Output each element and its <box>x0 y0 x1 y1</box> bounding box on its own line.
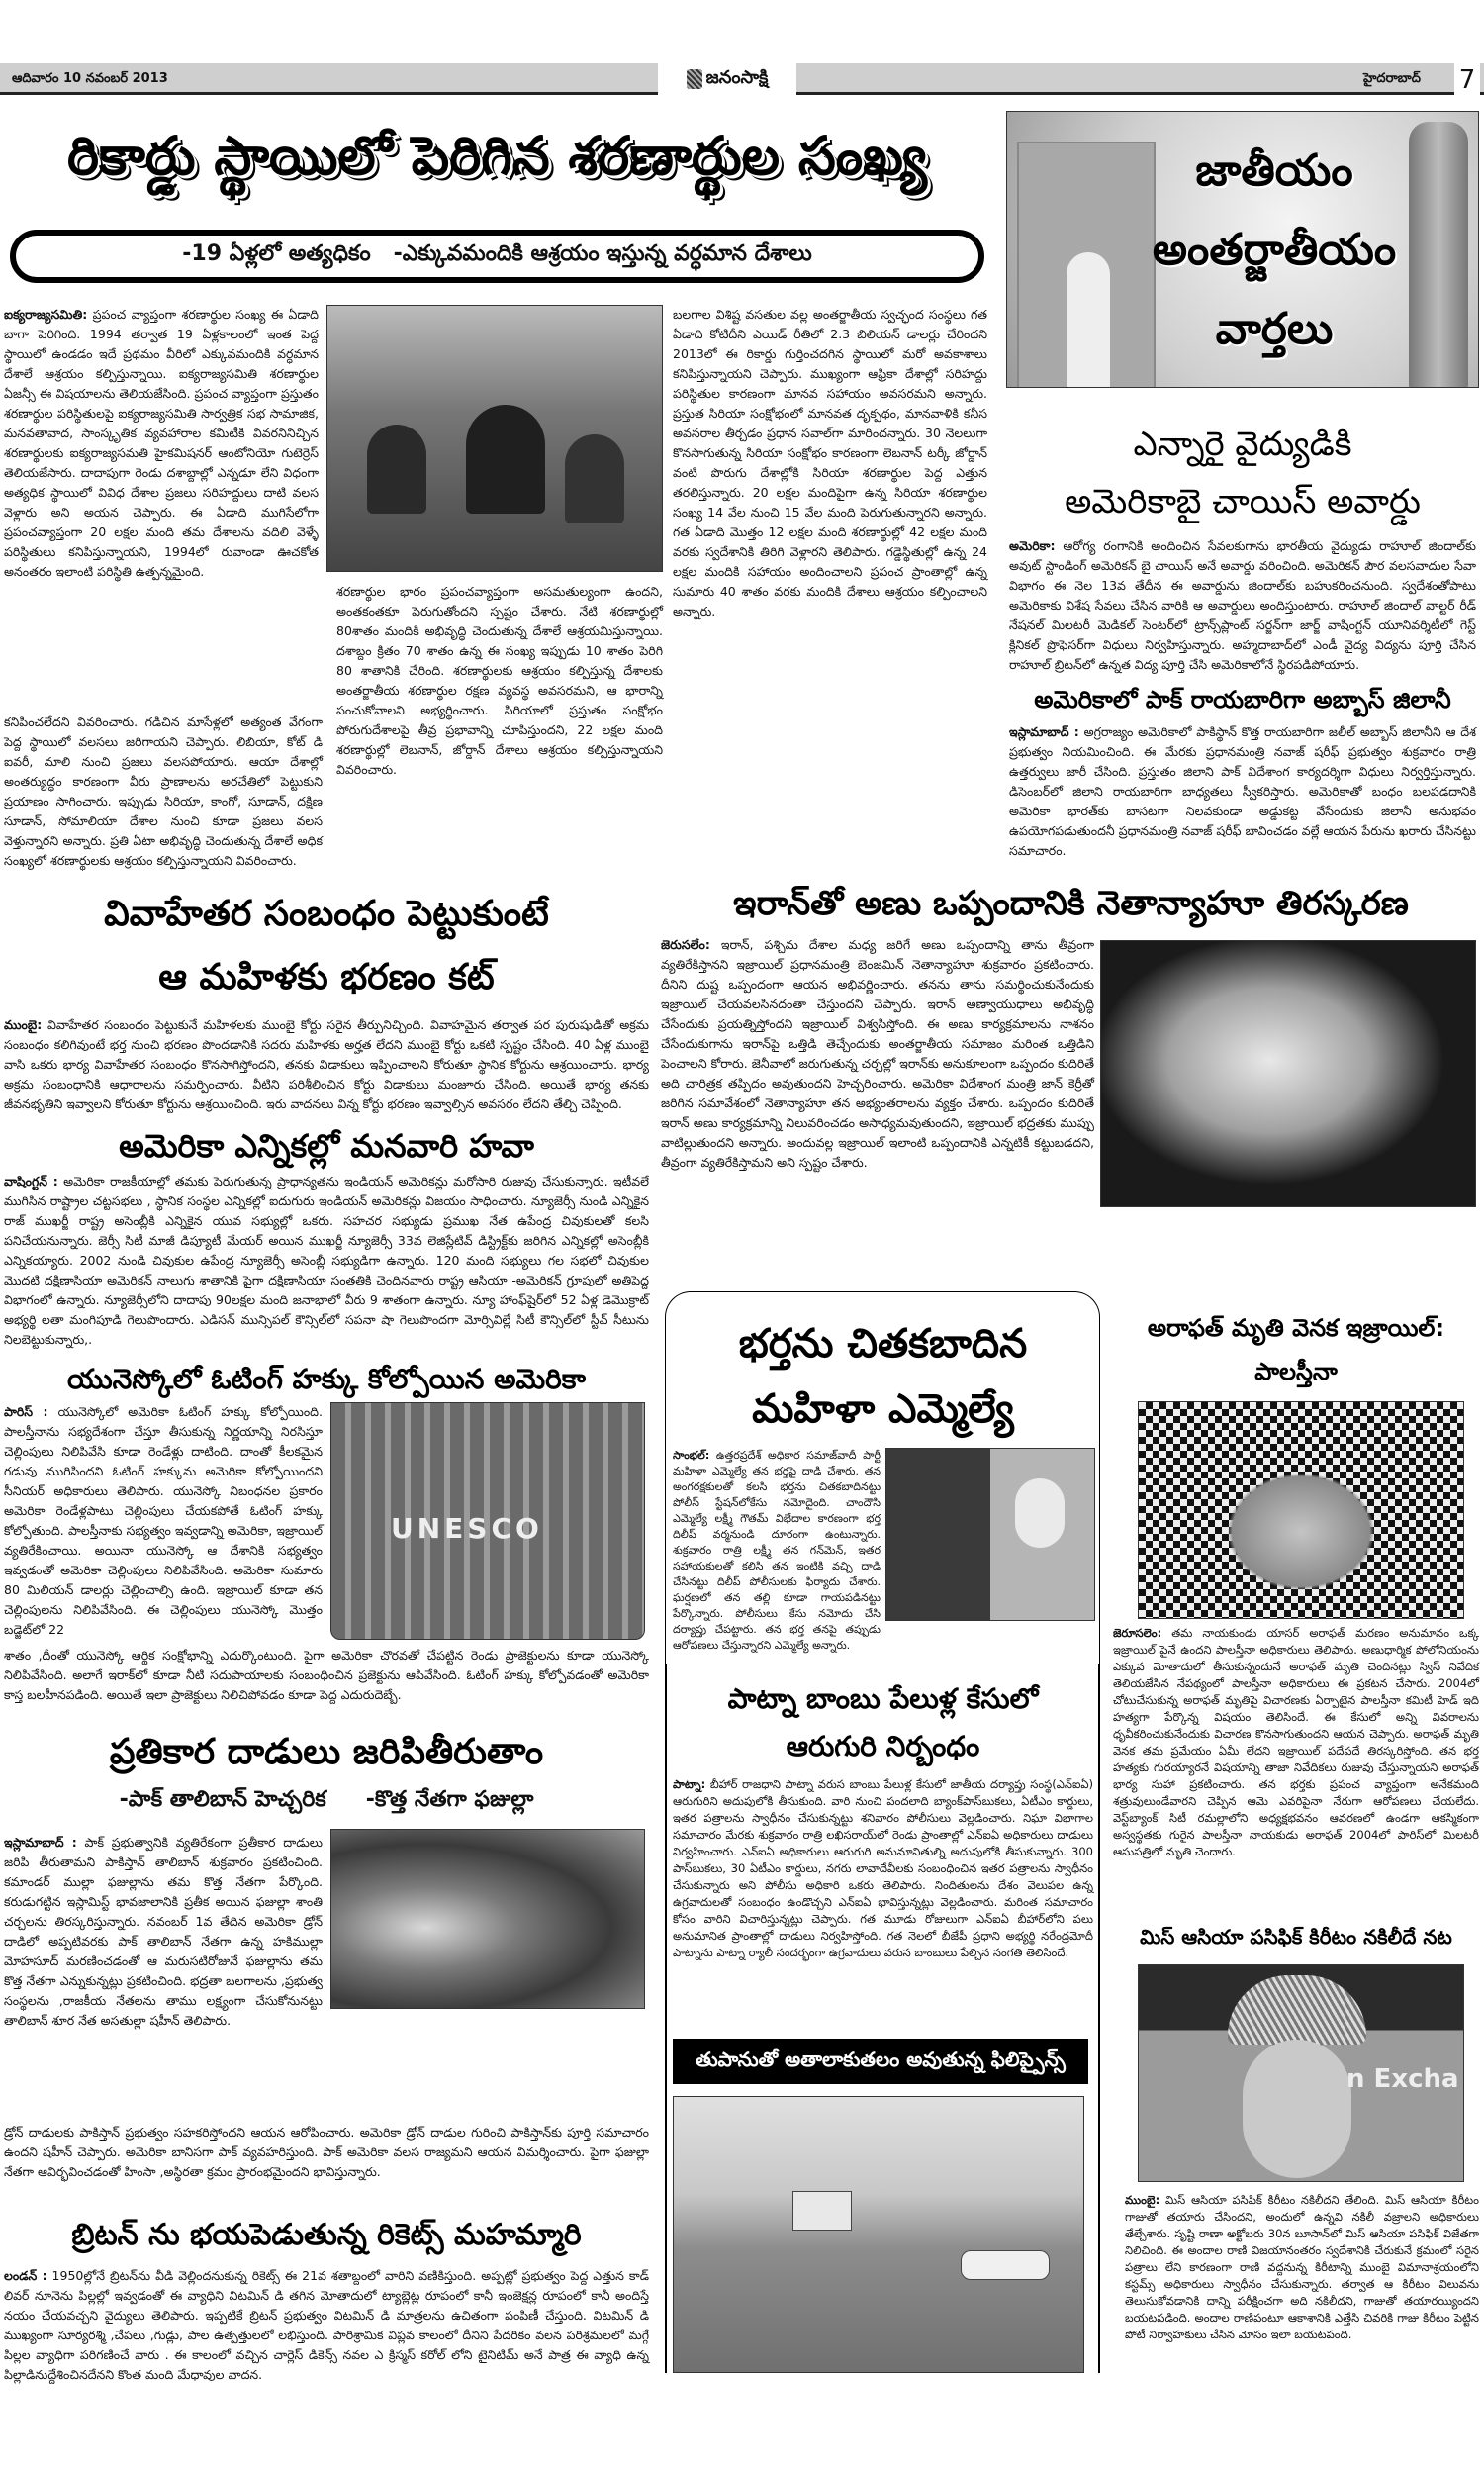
patna-body: పాట్నా: బీహార్ రాజధాని పాట్నా వరుస బాంబు పేలుళ్ల కేసులో జాతీయ దర్యాప్తు సంస్థ(ఎన్ఐఏ) ఆరుగురిని అదుపులోకి తీసుకుంది. వారి నుంచి పందలాది బ్యాంక్‌పాస్‌బుకలు, ఏటీఎం కార్డులు, ఇతర పత్రాలను స్వాధీనం చేసుకున్నట్టు శనివారం పోలీసులు వెల్లడించారు. నిఘా విభాగాల సమాచారం మేరకు శుక్రవారం రాత్రి లఖిసరాయ్‌లో రెండు ప్రాంతాల్లో ఎన్ఐఏ అధికారులు దాడులు నిర్వహించారు. ఎన్ఐఏ అధికారులు ఆరుగురి అనుమానితుల్ని అదుపులోకి తీసుకున్నారు. 300 పాస్‌బుకలు, 30 ఏటీఎం కార్డులు, నగరు లావాదేవీలకు సంబంధించిన ఇతర పత్రాలను స్వాధీనం చేసుకున్నారు అని పోలీసు అధికారి ఒకరు తెలిపారు. నిందితులను దేశం వెలుపల ఉన్న ఉగ్రవాదులతో సంబంధం ఉండొచ్చని ఎన్ఐఏ భావిస్తున్నట్లు వెల్లడించారు. మరింత సమాచారం కోసం వారిని విచారిస్తున్నట్లు చెప్పారు. గత మూడు రోజులుగా ఎన్ఐఏ బీహార్‌లోని పలు అనుమానిత ప్రాంతాల్లో దాడులు నిర్వహిస్తోంది. గత నెలలో బీజేపీ ప్రధాని అభ్యర్థి నరేంద్రమోదీ పాట్నాను పాట్నా ర్యాలీ సందర్భంగా ఉగ్రవాదులు వరుస బాంబులు పేల్చిన సంగతి తెలిసిందే. <box>673 1777 1093 1959</box>
nri-doctor-headline[interactable]: ఎన్నారై వైద్యుడికి అమెరికాబై చాయిస్ అవార్డు <box>1065 425 1421 522</box>
taliban-headline[interactable]: ప్రతికార దాడులు జరిపితీరుతాం <box>109 1732 544 1772</box>
philippines-headline-bar[interactable] <box>673 2039 1088 2084</box>
banner-line-national: జాతీయం <box>1195 145 1353 196</box>
edition-city: హైదరాబాద్ <box>1363 71 1421 86</box>
page-number: 7 <box>1454 63 1480 97</box>
refugees-photo <box>326 305 663 572</box>
patna-box-left-rule <box>665 1664 667 2373</box>
taliban-subheads <box>0 1787 653 1817</box>
miss-asia-photo <box>1138 1964 1464 2182</box>
issue-date: ఆదివారం 10 నవంబర్ 2013 <box>12 71 168 86</box>
newspaper-logo[interactable] <box>658 61 796 97</box>
woman-mla-headline[interactable]: భర్తను చితకబాదిన మహిళా ఎమ్మెల్యే <box>738 1321 1028 1432</box>
unesco-body-side: పారిస్ : యునెస్కోలో అమెరికా ఓటింగ్ హక్కు కోల్పోయింది. పాలస్తీనాను సభ్యదేశంగా చేస్తూ తీసుకున్న నిర్ణయాన్ని నిరసిస్తూ చెల్లింపులు నిలిపివేసి కూడా రెండేళ్లు దాటింది. దాంతో కీలకమైన గడువు ముగిసిందని ఓటింగ్ హక్కును అమెరికా కోల్పోయిందని సీనియర్ అధికారులు తెలిపారు. యునెస్కో నిబంధనల ప్రకారం అమెరికా రెండేళ్లపాటు చెల్లింపులు చేయకపోతే ఓటింగ్ హక్కు కోల్పోతుంది. పాలస్తీనాకు సభ్యత్వం ఇవ్వడాన్ని అమెరికా, ఇజ్రాయిల్ వ్యతిరేకించాయి. అయినా యునెస్కో ఆ దేశానికి సభ్యత్వం ఇవ్వడంతో అమెరికా చెల్లింపులు నిలిపివేసింది. అమెరికా సుమారు 80 మిలియన్ డాలర్లు చెల్లించాల్సి ఉంది. ఇజ్రాయిల్ కూడా తన చెల్లింపులను నిలిపివేసింది. ఈ చెల్లింపులు యునెస్కో మొత్తం బడ్జెట్‌లో 22 <box>4 1404 323 1637</box>
pak-envoy-headline[interactable]: అమెరికాలో పాక్ రాయబారిగా అబ్బాస్ జిలానీ <box>1034 686 1451 714</box>
taliban-body-side: ఇస్లామాబాద్ : పాక్ ప్రభుత్వానికి వ్యతిరేకంగా ప్రతీకార దాడులు జరిపి తీరుతామని పాకిస్తాన్ తాలిబాన్ శుక్రవారం ప్రకటించింది. కమాండర్ ముల్లా ఫజుల్లాను తమ కొత్త నేతగా పేర్కొంది. కరుడుగట్టిన ఇస్లామిస్ట్ భావజాలానికి ప్రతీక అయిన ఫజుల్లా శాంతి చర్చలను తిరస్కరిస్తున్నారు. నవంబర్ 1వ తేదిన అమెరికా డ్రోన్ దాడిలో అప్పటివరకు పాక్ తాలిబాన్ నేతగా ఉన్న హకిముల్లా మోహసూద్ మరణించడంతో ఆ మరుసటిరోజునే ఫజుల్లాను తమ కొత్త నేతగా ఎన్నుకున్నట్లు ప్రకటించింది. భద్రతా బలగాలను ,ప్రభుత్వ సంస్థలను ,రాజకీయ నేతలను తాము లక్ష్యంగా చేసుకోనునట్టు తాలిబాన్ శూర నేత అసతుల్లా షహీన్ తెలిపారు. <box>4 1835 323 2028</box>
miss-asia-body: ముంబై: మిస్ ఆసియా పసిఫిక్ కిరీటం నకిలీదని తేలింది. మిస్ ఆసియా కిరీటం గాజుతో తయారు చేసిందని, అందులో ఉన్నవి నకిలీ వజ్రాలని అధికారులు తేల్చేశారు. సృష్టి రాణా అక్టోబరు 30న బూసాన్‌లో మిస్ ఆసియా పసిఫిక్ విజేతగా నిలిచింది. ఈ అందాల రాణి విజయానంతరం స్వదేశానికి చేరుకునే క్రమంలో సరైన పత్రాలు లేని కారణంగా రాణి వద్దనున్న కిరీటాన్ని ముంబై విమానాశ్రయంలోని కస్టమ్స్ అధికారులు స్వాధీనం చేసుకున్నారు. తర్వాత ఆ కిరీటం విలువను తెలుసుకోవడానికి దాన్ని పరీక్షించగా అది నకిలీదని, గాజుతో తయారయ్యిందని బయటపడింది. అందాల రాణిపంటూ ఆకాశానికి ఎత్తేసి చివరికి గాజు కిరీటం పెట్టిన పోటీ నిర్వాహకులు చేసిన మోసం ఇలా బయటపంది. <box>1125 2193 1480 2341</box>
alimony-headline[interactable]: వివాహేతర సంబంధం పెట్టుకుంటే ఆ మహిళకు భరణం కట్ <box>104 894 549 998</box>
taliban-body-full: డ్రోన్ దాడులకు పాకిస్తాన్ ప్రభుత్వం సహకరిస్తోందని ఆయన ఆరోపించారు. అమెరికా డ్రోన్ దాడుల గురించి పాకిస్తాన్‌కు పూర్తి సమాచారం ఉందని షహీన్ చెప్పారు. అమెరికా బానిసగా పాక్ వ్యవహరిస్తుంది. పాక్ అమెరికా వలస రాజ్యమని ఆయన విమర్శించారు. పైగా ఫజుల్లా నేతగా ఆవిర్భవించడంతో హింసా ,అస్థిరతా క్రమం ప్రారంభమైందని భావిస్తున్నారు. <box>4 2125 649 2179</box>
statue-of-liberty-graphic <box>1409 122 1468 388</box>
woman-mla-photo <box>885 1448 1095 1621</box>
refugees-col2: శరణార్థుల భారం ప్రపంచవ్యాప్తంగా అసమతుల్యంగా ఉందని, అంతకంతకూ పెరుగుతోందని స్పష్టం చేశారు. నేటి శరణార్థుల్లో 80శాతం మందికి అభివృద్ధి చెందుతున్న దేశాలే ఆశ్రయమిస్తున్నాయి. దశాబ్దం క్రితం 70 శాతం ఉన్న ఈ సంఖ్య ఇప్పుడు 10 శాతం పెరిగి 80 శాతానికి చేరింది. శరణార్థులకు ఆశ్రయం కల్పిస్తున్న దేశాలకు అంతర్జాతీయ శరణార్థుల రక్షణ వ్యవస్థ అవసరమని, ఆ భారాన్ని పంచుకోవాలని అభ్యర్థించారు. సిరియాలో ప్రస్తుతం సంక్షోభం పోరుగుదేశాలపై తీవ్ర ప్రభావాన్ని చూపిస్తుందని, 22 లక్షల మంది శరణార్థుల్లో లెబనాన్, జోర్డాన్ దేశాలు ఆశ్రయం కల్పిస్తున్నాయని వివరించారు. <box>336 584 663 777</box>
woman-mla-body: సాంభల్: ఉత్తరప్రదేశ్ అధికార సమాజ్‌వాదీ పార్టీ మహిళా ఎమ్మెల్యే తన భర్తపై దాడి చేశారు. తన అంగరక్షకులతో కలసి భర్తను చితకబాదినట్టు పోలీస్ స్టేషన్‌లోకేసు నమోదైంది. చాందౌసి ఎమ్మెల్యే లక్ష్మీ గౌతమ్ విభేదాల కారణంగా భర్త దిలీప్ వర్మనుండి దూరంగా ఉంటున్నారు. శుక్రవారం రాత్రి లక్ష్మీ తన గన్‌మెన్, ఇతర సహాయకులతో కలిసి తన ఇంటికి వచ్చి దాడి చేసినట్టు దిలీప్ పోలీసులకు ఫిర్యాదు చేశారు. ఘర్షణలో తన తల్లి కూడా గాయపడినట్టు పేర్కొన్నారు. పోలీసులు కేసు నమోదు చేసి దర్యాప్తు చేపట్టారు. తన భర్త తనపై తప్పుడు ఆరోపణలు చేస్తున్నారని ఎమ్మెల్యే అన్నారు. <box>673 1449 881 1652</box>
lead-headline[interactable]: రికార్డు స్థాయిలో పెరిగిన శరణార్థుల సంఖ్య <box>66 125 928 187</box>
unesco-body-full: శాతం ,దీంతో యునెస్కో ఆర్థిక సంక్షోభాన్ని ఎదుర్కొంటుంది. పైగా అమెరికా చొరవతో చేపట్టిన రెండు ప్రాజెక్టులను కూడా యునెస్కో నిలిపివేసింది. అలాగే ఇరాక్‌లో కూడా నీటి సదుపాయాలకు సంబంధించిన ప్రజెక్టును ఆపివేసింది. ఓటింగ్ హక్కు కోల్పోవడంతో అమెరికా కాస్త బలహీనపడింది. అయితే ఇలా ప్రాజెక్టులు నిలిచిపోవడం కూడా పెద్ద ఎదురుదెబ్బే. <box>4 1648 649 1702</box>
nri-doctor-body: అమెరికా: ఆరోగ్య రంగానికి అందించిన సేవలకుగాను భారతీయ వైద్యుడు రాహూల్ జిందాల్‌కు అవుట్ స్టాండింగ్ అమెరికన్ బై చాయిస్ అనే అవార్డు వరించింది. అమెరికన్ పౌర వలసవాదుల సేవా విభాగం ఈ నెల 13వ తేదీన ఈ అవార్డును జిందాల్‌కు బహుకరించనుంది. స్వదేశంతోపాటు అమెరికాకు విశేష సేవలు చేసిన వారికి ఆ అవార్డులు అందిస్తుంటారు. రాహూల్ జిందాల్ వాల్టర్ రీడ్ నేషనల్ మిలటరీ మెడికల్ సెంటర్‌లో ట్రాన్స్‌ప్లాంట్ సర్జన్‌గా జార్జ్ వాషింగ్టన్ యూనివర్శిటీలో గెస్ట్ క్లినికల్ ప్రొఫెసర్‌గా విధులు నిర్వహిస్తున్నారు. అహ్మదాబాద్‌లో ఎండీ వైద్య విద్యను పూర్తి చేసిన రాహూల్ బ్రిటన్‌లో ఉన్నత విద్య పూర్తి చేసి అమెరికాలోనే స్థిరపడిపోయారు. <box>1009 538 1476 672</box>
iran-deal-headline[interactable]: ఇరాన్‌తో అణు ఒప్పందానికి నెతాన్యాహూ తిరస్కరణ <box>733 884 1409 923</box>
refugees-col1b: కనిపించలేదని వివరించారు. గడిచిన మాసేళ్లలో అత్యంత వేగంగా పెద్ద స్థాయిలో వలసలు జరిగాయని చెప్పారు. లిబియా, కోట్ డి ఐవరీ, మాలి నుంచి ప్రజలు వలసపోయారు. ఆయా దేశాల్లో అంతర్యుద్ధం కారణంగా వీరు ప్రాణాలను అరచేతిలో పెట్టుకుని ప్రయాణం సాగించారు. ఇప్పుడు సిరియా, కాంగో, సూడాన్, దక్షిణ సూడాన్, సోమాలియా దేశాల నుంచి కూడా ప్రజలు వలస వెళ్తున్నారని అన్నారు. ప్రతి ఏటా అభివృద్ధి చెందుతున్న దేశాలే అధిక సంఖ్యలో శరణార్థులకు ఆశ్రయం కల్పిస్తున్నాయని వివరించారు. <box>4 714 323 868</box>
philippines-flood-photo <box>673 2096 1084 2373</box>
taliban-subhead-leader: -కొత్త నేతగా ఫజుల్లా <box>365 1787 534 1812</box>
arafat-photo <box>1138 1401 1464 1619</box>
banner-line-international: అంతర్జాతీయం <box>1152 225 1397 275</box>
miss-asia-backdrop-text: n Excha <box>1346 2064 1459 2094</box>
miss-asia-headline[interactable]: మిస్ ఆసియా పసిఫిక్ కిరీటం నకిలీదే నట <box>1140 1925 1452 1949</box>
taliban-subhead-warning: -పాక్ తాలిబాన్ హెచ్చరిక <box>119 1787 326 1812</box>
india-gate-graphic <box>1017 142 1156 388</box>
lead-subhead: -19 ఏళ్లలో అత్యధికం -ఎక్కువమందికి ఆశ్రయం ఇస్తున్న వర్ధమాన దేశాలు <box>182 241 812 266</box>
paper-name: జనంసాక్షి <box>705 66 769 88</box>
banner-line-news: వార్తలు <box>1215 304 1334 354</box>
alimony-body: ముంబై: వివాహేతర సంబంధం పెట్టుకునే మహిళలకు ముంబై కోర్టు సరైన తీర్పునిచ్చింది. వివాహమైన తర్వాత పర పురుషుడితో అక్రమ సంబంధం కలిగివుంటే భర్త నుంచి భరణం పొందడానికి సదరు మహిళకు అర్హత లేదని ముంబై కోర్టు ఒకటి స్పష్టం చేసింది. 40 ఏళ్ల ముంబై వాసి ఒకరు భార్య వివాహేతర సంబంధం కొనసాగిస్తోందని, తనకు విడాకులు ఇప్పించాలని కోరుతూ స్థానిక కోర్టును ఆశ్రయించారు. భార్య అక్రమ సంబంధానికి ఆధారాలను సమర్పించారు. వీటిని పరిశీలించిన కోర్టు విడాకులు మంజూరు చేసింది. అయితే భార్య తనకు జీవనభృతిని ఇవ్వాలని కోరుతూ కోర్టును ఆశ్రయించింది. ఇరు వాదనలు విన్న కోర్టు భరణం ఇవ్వాల్సిన అవసరం లేదని తేల్చి చెప్పింది. <box>4 1017 649 1111</box>
refugees-col1: ఐక్యరాజ్యసమితి: ప్రపంచ వ్యాప్తంగా శరణార్థుల సంఖ్య ఈ ఏడాది బాగా పెరిగింది. 1994 తర్వాత 19 ఏళ్లకాలంలో ఇంత పెద్ద స్థాయిలో ఉండడం ఇదే ప్రథమం వీరిలో ఎక్కువమందికి వర్ధమాన దేశాలే ఆశ్రయం కల్పిస్తున్నాయి. ఐక్యరాజ్యసమితి శరణార్థుల ఏజన్సీ ఈ విషయాలను తెలియజేసింది. ప్రపంచ వ్యాప్తంగా ప్రస్తుతం శరణార్థుల పరిస్థితులపై ఐక్యరాజ్యసమితి సార్వత్రిక సభ సామాజిక, మనవతావాద, సాంస్కృతిక వ్యవహారాల కమిటీకి వివరనినిచ్చిన శరణార్థులకు ఐక్యరాజ్యసమతి హైకమిషనర్ ఆంటోనియో గుటెర్రెస్ తెలియజేసారు. దాదాపుగా రెండు దశాబ్దాల్లో ఎన్నడూ లేని విధంగా అత్యధిక స్థాయిలో వివిధ దేశాల ప్రజలు సరిహద్దులు దాటి వలస వెళ్లారు అని అయన చెప్పారు. ఈ ఏడాది ముగిసేలోగా ప్రపంచవ్యాప్తంగా 20 లక్షల మంది తమ దేశాలను వదిలి వెళ్ళే పరిస్థితులు కనిపిస్తున్నాయని, 1994లో రువాండా ఊచకోత అనంతరం ఇలాంటి పరిస్థితి ఉత్పన్నమైంది. <box>4 307 319 579</box>
lead-subhead-banner <box>10 230 984 283</box>
logo-emblem-icon <box>687 69 702 89</box>
refugees-col3: బలగాల విశిష్ట వసతుల వల్ల అంతర్జాతీయ స్వచ్ఛంద సంస్థలు గత ఏడాది కోటిదీని ఎయిడ్ రీతిలో 2.3 బిలియన్ డాలర్లు చేరిందని 2013లో ఈ రికార్డు గుర్తించదగిన స్థాయిలో మరో అవకాశాలు కనిపిస్తున్నాయని చెప్పారు. ముఖ్యంగా ఆఫ్రికా దేశాల్లో సరిహద్దు పరిస్థితుల కారణంగా మానవ సహాయం అవసరమని అన్నారు. ప్రస్తుత సిరియా సంక్షోభంలో మానవత దృక్పథం, మానవాళికి కనీస అవసరాల తీర్చడం ప్రధాన సవాల్‌గా మారిందన్నారు. 30 నెలలుగా కొనసాగుతున్న సిరియా సంక్షోభం కారణంగా లెబనాన్ టర్కీ జోర్డాన్ వంటి పొరుగు దేశాల్లోకి సిరియా శరణార్థుల పెద్ద ఎత్తున తరలిస్తున్నారు. 20 లక్షల మందిపైగా ఉన్న సిరియా శరణార్థుల సంఖ్య 14 వేల నుంచి 15 వేల మంది పెరుగుతున్నారని అన్నారు. గత ఏడాది మొత్తం 12 లక్షల మంది శరణార్థుల్లో 42 లక్షల మంది వరకు స్వదేశానికి తిరిగి వెళ్లారని తెలిపారు. గడ్డెస్థితుల్లో ఉన్న 24 లక్షల మందికి సహాయం అందించాలని ప్రపంచ ప్రాంతాల్లో ఉన్న సుమారు 40 శాతం వరకు మందికి దేశాలు ఆశ్రయం కల్పించాలని అన్నారు. <box>673 307 987 618</box>
arafat-headline[interactable]: అరాఫత్ మృతి వెనక ఇజ్రాయిల్: పాలస్తీనా <box>1147 1314 1445 1385</box>
unesco-photo-sign: UNESCO <box>391 1512 543 1545</box>
rickets-body: లండన్ : 1950ల్లోనే బ్రిటన్‌ను వీడి వెల్లిందనుకున్న రికెట్స్ ఈ 21వ శతాబ్దంలో వారిని వణికిస్తుంది. అప్పట్లో ప్రభుత్వం పెద్ద ఎత్తున కాడ్ లివర్ నూనెను పిల్లల్లో ఇవ్వడంతో ఈ వ్యాధిని విటమిన్ డి తగిన మోతాదులో ట్యాబ్లెట్ల రూపంలో కానీ ఇంజెక్షన్ల రూపంలో కానీ అందిస్తే నయం చేయవచ్చని వైద్యులు తెలిపారు. ఇప్పటికే బ్రిటన్ ప్రభుత్వం విటమిన్ డి మాత్రలను ఉచితంగా పంపిణీ చేస్తుంది. విటమిన్ డి ముఖ్యంగా సూర్యరశ్మి ,చేపలు ,గుడ్లు, పాల ఉత్పత్తులలో లభిస్తుంది. పారిశ్రామిక విప్లవ కాలంలో దీనిని పేదరికం వలన పరిశ్రమలలో మగ్గే పిల్లల వ్యాధిగా పరిగణించే వారు . ఈ కాలంలో వచ్చిన చార్లెస్ డికెన్స్ నవల ఎ క్రిస్మస్ కరోల్ లోని టైనిటిమ్ అనే పాత్ర ఈ వ్యాధి ఉన్న పిల్లాడినుద్దేశించినదేనని కొంత మంది మేధావుల వాదన. <box>4 2268 649 2382</box>
section-banner <box>1006 111 1479 388</box>
patna-box-right-rule <box>1098 1664 1100 2373</box>
rickets-headline[interactable]: బ్రిటన్ ను భయపెడుతున్న రికెట్స్ మహమ్మారి <box>71 2218 582 2252</box>
arafat-body: జెరూసలెం: తమ నాయకుండు యాసర్ అరాఫత్ మరణం అనుమానం ఒక్క ఇజ్రాయిల్ పైనే ఉందని పాలస్తీనా అధికారులు తెలిపారు. అణుధార్మిక పోలోనియంను ఎక్కువ మోతాదులో తీసుకున్నందునే అరాఫత్ మృతి చెందినట్లు స్విస్ నివేదిక తెలియజేసిన నేపథ్యంలో పాలస్తీనా అధికారులు ఈ ప్రకటన చేసారు. 2004లో చోటుచేసుకున్న అరాఫత్ మృతిపై విచారణకు ఏర్పాటైన పాలస్తీనా కమిటీ హెడ్ ఇది హత్యగా పేర్కొన్న విషయం తెలిసిందే. ఈ కేసులో అన్ని వివరాలను ధృవీకరించుకునేందుకు విచారణ కొనసాగుతుందని ఆయన చెప్పారు. అరాఫత్ మృతి వెనక తమ ప్రమేయం ఏమీ లేదని ఇజ్రాయిల్ పదేపదే తిరస్కరిస్తోంది. తన భర్త హత్యకు గురయ్యారనే విషయాన్ని తాజా నివేదికలు రుజువు చేస్తున్నాయని అరాఫత్ భార్య సుహా ప్రకటించారు. తన భర్తకు ప్రపంచ వ్యాప్తంగా అనేకమంది శత్రువులుండేవారని చెప్పిన ఆమె ఎవరిపైనా నేరుగా ఆరోపణలు చేయలేదు. వెస్ట్‌బ్యాంక్ సిటీ రమల్లాలోని అధ్యక్షభవనం ఆవరణలో ఉండగా ఆకస్మికంగా అస్వస్థతకు గురైన పాలస్తీనా నాయకుడు అరాఫత్ 2004లో పారిస్‌లో మిలటరీ ఆసుపత్రిలో మృతి చెందారు. <box>1113 1626 1480 1858</box>
us-elections-headline[interactable]: అమెరికా ఎన్నికల్లో మనవారి హవా <box>119 1127 534 1165</box>
unesco-photo <box>330 1402 645 1640</box>
us-elections-body: వాషింగ్టన్ : అమెరికా రాజకీయాల్లో తమకు పెరుగుతున్న ప్రాధాన్యతను ఇండియన్ అమెరికన్లు మరోసారి రుజువు చేసుకున్నారు. ఇటీవలే ముగిసిన రాష్ట్రాల చట్టసభలు , స్థానిక సంస్థల ఎన్నికల్లో ఐదుగురు ఇండియన్ అమెరికన్లు విజయం సాధించారు. న్యూజెర్సీ నుండి ఎన్నికైన రాజ్ ముఖర్జీ రాష్ట్ర అసెంబ్లీకి ఎన్నికైన యువ సభ్యుల్లో ఒకరు. సహచర సభ్యుడు ప్రముఖ నేత ఉపేంద్ర చివుకులతో కలసి పనిచేయనున్నారు. జెర్సీ సిటీ మాజీ డిప్యూటీ మేయర్ అయిన ముఖర్జీ న్యూజెర్సీ 33వ లెజిస్లేటివ్ డిస్ట్రిక్ట్‌కు జరిగిన ఎన్నికల్లో అసెంబ్లీకి ఎన్నికయ్యారు. 2002 నుండి చివుకుల ఉపేంద్ర న్యూజెర్సీ అసెంబ్లీ సభ్యుడిగా ఉన్నారు. 120 మంది సభ్యులు గల సభలో చివుకుల మొదటి దక్షిణాసియా అమెరికన్ నాలుగు శాతానికి పైగా దక్షిణాసియా సంతతికి చెందినవారు రాష్ట్ర ఆసియా -అమెరికన్ గ్రూపులో అతిపెద్ద విభాగంలో ఉన్నారు. న్యూజెర్సీలోని దాదాపు 90లక్షల మంది జనాభాలో వీరు 9 శాతంగా ఉన్నారు. న్యూ హాంఫ్‌షైర్‌లో 52 ఏళ్ల డెమొక్రాట్ అభ్యర్థి లతా మంగిపూడి గెలుపొందారు. ఎడిసన్ మున్సిపల్ కౌన్సిల్‌లో సపనా షా గెలుపొందగా మోర్సివిల్లే సిటీ కౌన్సిల్‌లో స్టీవ్ సీటును నిలబెట్టుకున్నారు,. <box>4 1174 649 1347</box>
taliban-photo <box>330 1829 645 2009</box>
iran-deal-body: జెరుసలేం: ఇరాన్, పశ్చిమ దేశాల మధ్య జరిగే అణు ఒప్పందాన్ని తాను తీవ్రంగా వ్యతిరేకిస్తానని ఇజ్రాయిల్ ప్రధానమంత్రి బెంజమిన్ నెతాన్యాహూ శుక్రవారం ప్రకటించారు. దీనిని దుష్ట ఒప్పందంగా ఆయన అభివర్ణించారు. తనను తాను సమర్థించుకునేందుకు ఇజ్రాయిల్ చేయవలసినదంతా చేస్తుందని చెప్పారు. ఇరాన్ అణ్వాయుధాలు అభివృద్ధి చేసేందుకు ప్రయత్నిస్తోందని ఇజ్రాయిల్ విశ్వసిస్తోంది. ఈ అణు కార్యక్రమాలను నాశనం చేసేందుకుగాను ఇరాన్‌పై ఒత్తిడి తెచ్చేందుకు అంతర్జాతీయ సమాజం మరింత ఒత్తిడిని పెంచాలని కోరారు. జెనీవాలో జరుగుతున్న చర్చల్లో ఇరాన్‌కు అనుకూలంగా ఒప్పందం కుదిరితే అది చారిత్రక తప్పిదం అవుతుందని హెచ్చరించారు. అమెరికా విదేశాంగ మంత్రి జాన్ కెర్రీతో జరిగిన సమావేశంలో నెతాన్యాహూ తన అభ్యంతరాలను వ్యక్తం చేశారు. ఒప్పందం కుదిరితే ఇరాన్ అణు కార్యక్రమాన్ని నిలువరించడం అసాధ్యమవుతుందని, ఇజ్రాయిల్ భద్రతకు ముప్పు వాటిల్లుతుందని అన్నారు. అందువల్ల ఇజ్రాయిల్ ఇలాంటి ఒప్పందానికి ఎన్నటికీ కట్టుబడదని, తీవ్రంగా వ్యతిరేకిస్తామని అని స్పష్టం చేశారు. <box>661 937 1094 1170</box>
crown-graphic <box>1228 1975 1366 2045</box>
unesco-headline[interactable]: యునెస్కోలో ఓటింగ్ హక్కు కోల్పోయిన అమెరికా <box>66 1363 587 1395</box>
pak-envoy-body: ఇస్లామాబాద్ : అగ్రరాజ్యం అమెరికాలో పాకిస్థాన్ కొత్త రాయబారిగా జలీల్ అబ్బాస్ జిలానీని ఆ దేశ ప్రభుత్వం నియమించింది. ఈ మేరకు ప్రధానమంత్రి నవాజ్ షరీఫ్ ప్రభుత్వం శుక్రవారం రాత్రి ఉత్తర్వులు జారీ చేసింది. ప్రస్తుతం జిలాని పాక్ విదేశాంగ కార్యదర్శిగా విధులు నిర్వర్తిస్తున్నారు. డిసెంబర్‌లో జిలాని రాయబారిగా బాధ్యతలు స్వీకరిస్తారు. అమెరికాతో బంధం బలపడదానికి అమెరికా భారత్‌కు బాసటగా నిలవకుండా అడ్డుకట్ట వేసేందుకు జిలానీ అనుభవం ఉపయోగపడుతుందనీ ప్రధానమంత్రి నవాజ్ షరీఫ్ బావించడం వల్లే ఆయన పేరును ఖరారు చేసినట్టు సమాచారం. <box>1009 724 1476 858</box>
philippines-headline: తుపానుతో అతాలాకుతలం అవుతున్న ఫిలిప్పైన్స్ <box>696 2046 1066 2071</box>
netanyahu-photo <box>1100 940 1476 1207</box>
patna-headline[interactable]: పాట్నా బాంబు పేలుళ్ల కేసులో ఆరుగురి నిర్బంధం <box>727 1682 1039 1762</box>
